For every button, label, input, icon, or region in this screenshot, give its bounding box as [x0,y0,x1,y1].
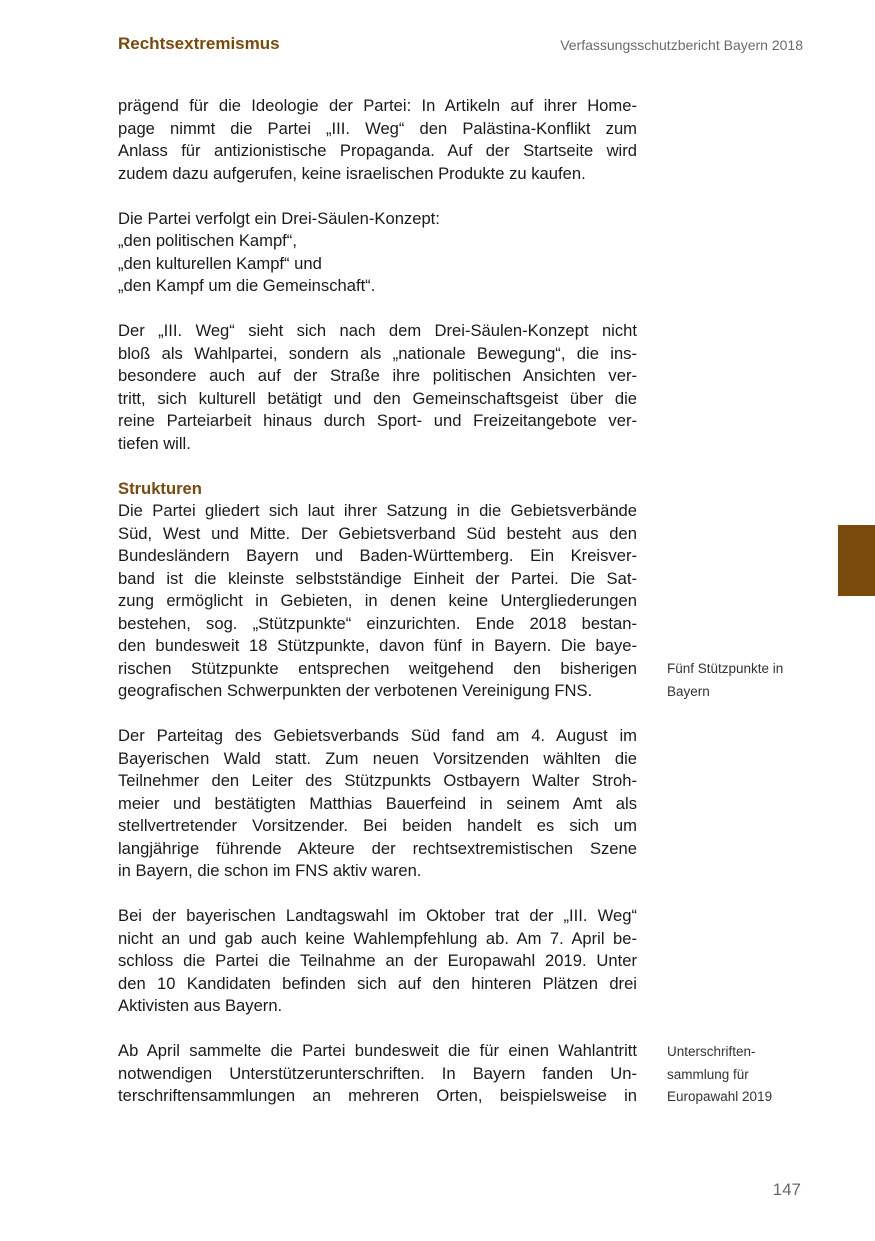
section-heading-strukturen: Strukturen [118,478,202,498]
paragraph-three-pillars [118,208,637,298]
paragraph-signatures [118,1040,637,1108]
text-line: meier und bestätigten Matthias Bauerfeind in seinem Amt als [118,793,637,813]
chapter-thumb-tab [838,525,875,596]
text-line: „den politischen Kampf“, [118,231,297,250]
text-line: Der Parteitag des Gebietsverbands Süd fand am 4. August im [118,726,637,745]
text-line: nicht an und gab auch keine Wahlempfehlung ab. Am 7. April be- [118,928,637,948]
text-line: den bundesweit 18 Stützpunkte, davon fünf in Bayern. Die baye- [118,636,637,655]
running-section-title: Rechtsextremismus [118,34,280,53]
paragraph-elections [118,905,637,1018]
text-line: geografischen Schwerpunkten der verbotenen Vereinigung FNS. [118,681,593,700]
text-line: bestehen, sog. „Stützpunkte“ einzurichten. Ende 2018 bestan- [118,613,637,633]
text-line: Die Partei verfolgt ein Drei-Säulen-Konzept: [118,208,440,228]
paragraph-ideology [118,95,637,185]
paragraph-movement [118,320,637,455]
text-line: Süd, West und Mitte. Der Gebietsverband Süd besteht aus den [118,523,637,543]
text-line: zudem dazu aufgerufen, keine israelischen Produkte zu kaufen. [118,163,586,183]
text-line: tiefen will. [118,433,191,453]
text-line: Aktivisten aus Bayern. [118,996,283,1015]
text-line: band ist die kleinste selbstständige Einheit der Partei. Die Sat- [118,568,637,588]
text-line: reine Parteiarbeit hinaus durch Sport- und Freizeitangebote ver- [118,411,637,430]
margin-note-line: sammlung für [667,1066,749,1082]
text-line: notwendigen Unterstützerunterschriften. In Bayern fanden Un- [118,1063,637,1083]
text-line: bloß als Wahlpartei, sondern als „nationale Bewegung“, die ins- [118,343,637,363]
text-line: Bei der bayerischen Landtagswahl im Oktober trat der „III. Weg“ [118,906,637,925]
text-line: besondere auch auf der Straße ihre politischen Ansichten ver- [118,366,637,385]
margin-note-line: Fünf Stützpunkte in [667,661,784,676]
text-line: zung ermöglicht in Gebieten, in denen keine Untergliederungen [118,591,637,610]
text-line: tritt, sich kulturell betätigt und den Gemeinschaftsgeist über die [118,388,637,408]
text-line: in Bayern, die schon im FNS aktiv waren. [118,861,422,880]
paragraph-party-conference [118,725,637,883]
text-line: rischen Stützpunkte entsprechen weitgehend den bisherigen [118,658,637,678]
paragraph-structure [118,500,637,703]
text-line: Ab April sammelte die Partei bundesweit die für einen Wahlantritt [118,1041,637,1060]
margin-note-unterschriften [667,1041,817,1109]
page-number: 147 [772,1180,801,1199]
text-line: schloss die Partei die Teilnahme an der Europawahl 2019. Unter [118,951,637,970]
text-line: Die Partei gliedert sich laut ihrer Satzung in die Gebietsverbände [118,501,637,520]
text-line: Bundesländern Bayern und Baden-Württemberg. Ein Kreisver- [118,546,637,565]
text-line: „den Kampf um die Gemeinschaft“. [118,276,376,295]
text-line: Der „III. Weg“ sieht sich nach dem Drei-Säulen-Konzept nicht [118,321,637,340]
text-line: langjährige führende Akteure der rechtsextremistischen Szene [118,838,637,858]
margin-note-line: Europawahl 2019 [667,1089,773,1104]
text-line: prägend für die Ideologie der Partei: In Artikeln auf ihrer Home- [118,96,637,115]
text-line: terschriftensammlungen an mehreren Orten, beispielsweise in [118,1086,637,1105]
text-line: Bayerischen Wald statt. Zum neuen Vorsitzenden wählten die [118,748,637,768]
text-line: Teilnehmer den Leiter des Stützpunkts Ostbayern Walter Stroh- [118,771,637,790]
text-line: „den kulturellen Kampf“ und [118,253,322,273]
text-line: Anlass für antizionistische Propaganda. Auf der Startseite wird [118,141,637,160]
margin-note-line: Unterschriften- [667,1044,756,1059]
margin-note-line: Bayern [667,683,710,699]
main-text-column [118,95,637,1130]
text-line: den 10 Kandidaten befinden sich auf den hinteren Plätzen drei [118,973,637,993]
text-line: page nimmt die Partei „III. Weg“ den Palästina-Konflikt zum [118,118,637,138]
running-publication-title: Verfassungsschutzbericht Bayern 2018 [560,37,803,53]
text-line: stellvertretender Vorsitzender. Bei beiden handelt es sich um [118,816,637,835]
margin-note-stuetzpunkte [667,658,817,703]
